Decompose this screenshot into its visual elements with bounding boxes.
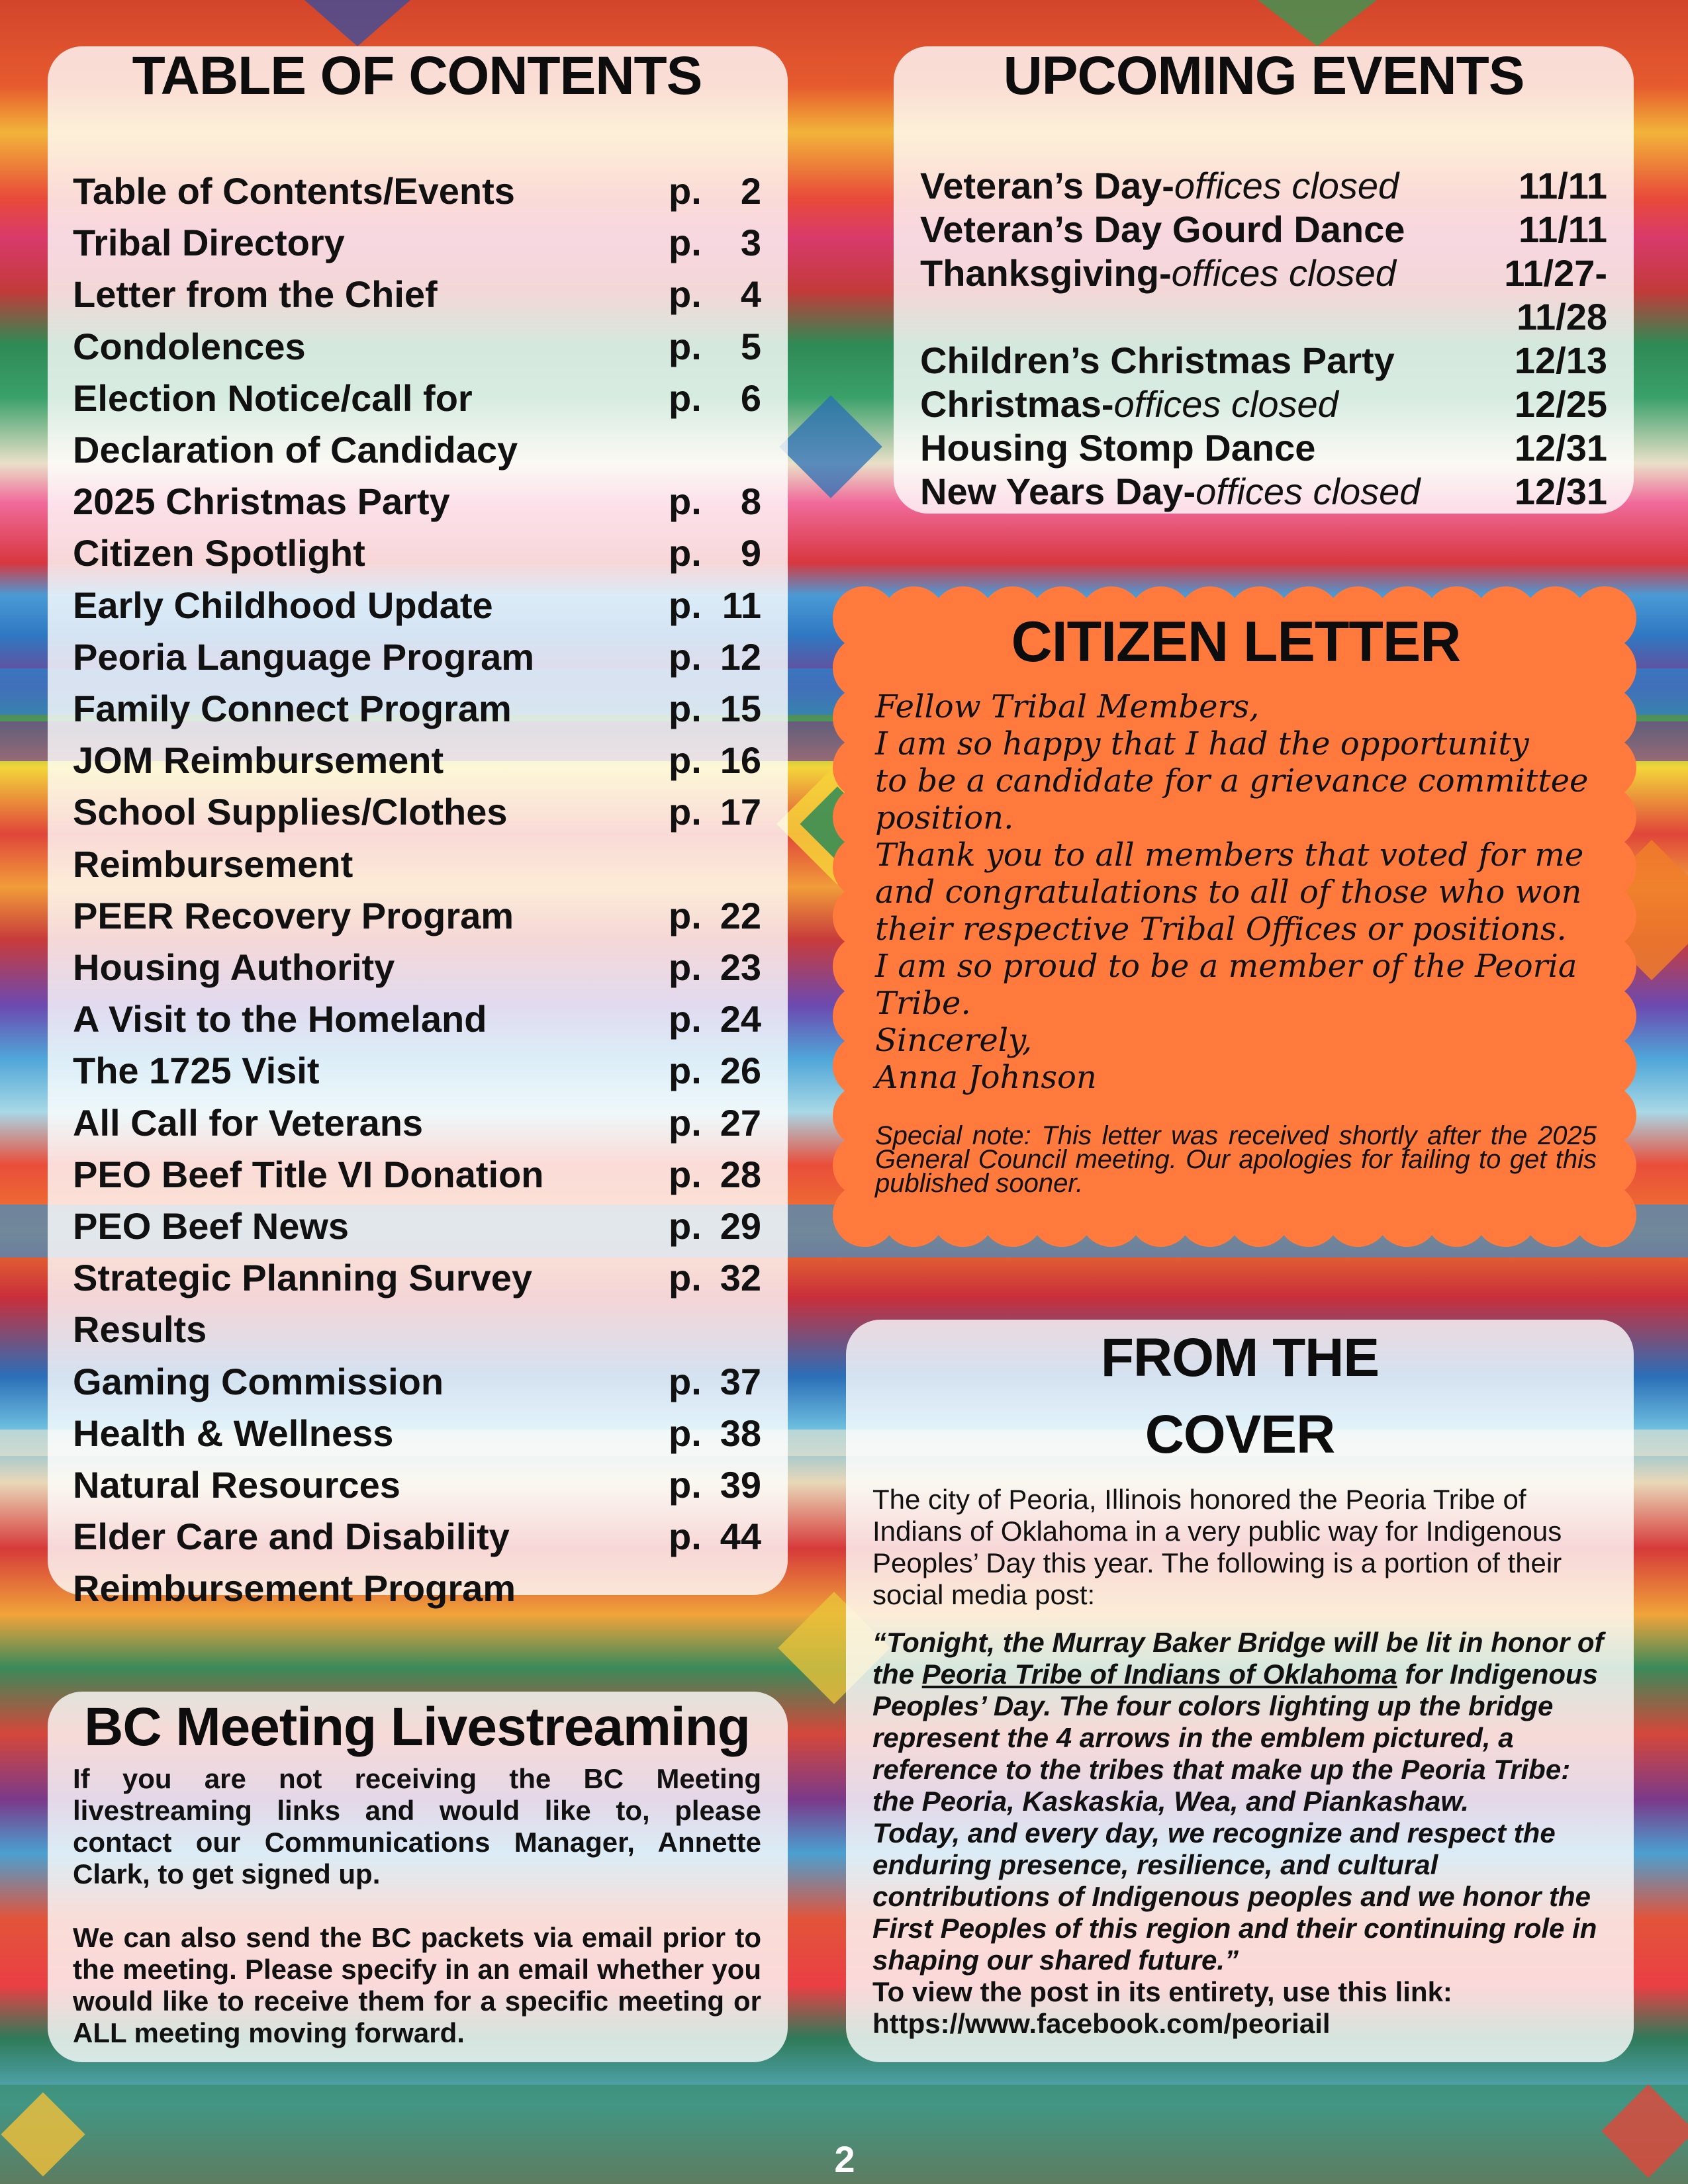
toc-page-number: 27: [720, 1101, 761, 1144]
toc-entry-title: PEER Recovery Program: [73, 894, 514, 936]
toc-page-number: 5: [740, 325, 761, 367]
toc-row: [73, 1563, 761, 1614]
toc-page-prefix: p.: [669, 1464, 702, 1506]
toc-page-prefix: p.: [669, 222, 702, 264]
quote-part-c: Today, and every day, we recognize and respect the enduring presence, resilience, and cultural contributions of Indigenous peoples and we honor the First Peoples of this region and their continuing role in shaping our shared future.”: [872, 1817, 1597, 1976]
toc-page-prefix: [669, 839, 708, 890]
toc-row: [73, 373, 761, 424]
letter-line: to be a candidate for a grievance committee: [875, 762, 1589, 799]
toc-page-prefix: p.: [669, 1101, 702, 1144]
toc-entry-title: Elder Care and Disability: [73, 1516, 510, 1558]
quote-part-b: for Indigenous Peoples’ Day. The four colors lighting up the bridge represent the 4 arrows in the emblem pictured, a reference to the tribes that make up the Peoria Tribe: the Peoria, Kaskaskia, Wea, and Piankashaw.: [872, 1659, 1599, 1817]
toc-entry-title: Early Childhood Update: [73, 584, 493, 626]
toc-row: [73, 476, 761, 527]
event-date: 11/27-: [1504, 252, 1607, 294]
toc-page-number: 16: [720, 739, 761, 782]
event-date: 12/31: [1514, 471, 1607, 512]
toc-page-prefix: p.: [669, 325, 702, 367]
toc-page-number: 11: [722, 584, 761, 626]
cover-quote: [872, 1627, 1607, 1976]
cover-intro: The city of Peoria, Illinois honored the Peoria Tribe of Indians of Oklahoma in a very public way for Indigenous Peoples’ Day this year. The following is a portion of their social media post:: [872, 1484, 1562, 1610]
toc-entry-title: Strategic Planning Survey: [73, 1257, 532, 1299]
toc-page-prefix: p.: [669, 739, 702, 782]
event-note: offices closed: [1113, 383, 1338, 425]
toc-page-number: 3: [740, 222, 761, 264]
toc-page-number: 23: [720, 946, 761, 989]
toc-page-prefix: p.: [669, 946, 702, 989]
event-date: 11/28: [1516, 296, 1607, 338]
toc-row: [73, 942, 761, 993]
toc-entry-title: Tribal Directory: [73, 222, 345, 264]
toc-page-number: 12: [720, 635, 761, 678]
toc-entry-title: The 1725 Visit: [73, 1050, 320, 1092]
toc-entry-title: Citizen Spotlight: [73, 532, 365, 574]
toc-entry-title: Natural Resources: [73, 1464, 400, 1506]
event-name: [920, 426, 1483, 470]
toc-row: [73, 890, 761, 942]
toc-row: [73, 1045, 761, 1097]
event-row: [920, 339, 1607, 383]
toc-entry-title: Reimbursement Program: [73, 1567, 516, 1610]
toc-page-prefix: p.: [669, 791, 702, 833]
cover-heading: [872, 1320, 1607, 1473]
toc-page-number: 44: [720, 1516, 761, 1558]
cover-heading-line2: COVER: [1145, 1404, 1335, 1465]
toc-page-number: [708, 839, 761, 890]
event-date: 11/11: [1519, 165, 1607, 206]
toc-entry-title: Letter from the Chief: [73, 273, 438, 316]
event-name: [920, 470, 1483, 514]
quote-part-a: “Tonight, the Murray Baker Bridge will be lit in honor of the: [872, 1627, 1604, 1690]
letter-line: their respective Tribal Offices or positions.: [875, 911, 1567, 948]
upcoming-events-panel: [894, 46, 1634, 514]
event-note: offices closed: [1174, 165, 1399, 206]
event-row: [920, 470, 1607, 514]
bc-paragraph-1: If you are not receiving the BC Meeting livestreaming links and would like to, please contact our Communications Manager, Annette Clark, to get signed up.: [73, 1763, 761, 1889]
toc-entry-title: School Supplies/Clothes: [73, 791, 508, 833]
letter-line: Fellow Tribal Members,: [875, 688, 1260, 725]
toc-page-number: [708, 1304, 761, 1355]
toc-entry-title: Election Notice/call for: [73, 377, 473, 419]
toc-page-number: 2: [740, 170, 761, 212]
event-row: [920, 426, 1607, 470]
event-title: Children’s Christmas Party: [920, 340, 1395, 381]
toc-entry-title: 2025 Christmas Party: [73, 480, 450, 523]
letter-body: [875, 688, 1597, 1096]
event-name: [920, 164, 1483, 208]
toc-row: [73, 1149, 761, 1201]
toc-row: [73, 1408, 761, 1459]
toc-entry-title: Health & Wellness: [73, 1412, 394, 1454]
toc-page-prefix: [669, 1304, 708, 1355]
event-title: New Years Day-: [920, 471, 1196, 512]
toc-row: [73, 580, 761, 631]
letter-line: Anna Johnson: [875, 1059, 1097, 1096]
toc-page-number: 15: [720, 688, 761, 730]
toc-entry-title: Table of Contents/Events: [73, 170, 515, 212]
event-title: Thanksgiving-: [920, 252, 1172, 294]
toc-page-number: 26: [720, 1050, 761, 1092]
toc-page-number: [708, 1563, 761, 1614]
toc-entry-title: PEO Beef Title VI Donation: [73, 1153, 544, 1195]
toc-page-number: 28: [720, 1153, 761, 1195]
event-title: Housing Stomp Dance: [920, 427, 1316, 469]
toc-row: [73, 1356, 761, 1408]
event-date: 12/13: [1514, 340, 1607, 381]
toc-page-prefix: p.: [669, 1050, 702, 1092]
toc-row: [73, 1252, 761, 1304]
toc-row: [73, 786, 761, 838]
from-the-cover-panel: [846, 1320, 1634, 2062]
event-row: [920, 164, 1607, 208]
event-row: [920, 383, 1607, 426]
toc-page-number: 32: [720, 1257, 761, 1299]
link-intro: To view the post in its entirety, use this link:: [872, 1976, 1452, 2007]
page-number: 2: [834, 2138, 855, 2180]
toc-entry-title: Condolences: [73, 325, 306, 367]
cover-heading-line1: FROM THE: [1100, 1328, 1380, 1388]
toc-page-prefix: p.: [669, 1205, 702, 1248]
toc-page-prefix: p.: [669, 1360, 702, 1402]
bc-meeting-panel: [48, 1692, 788, 2062]
event-name: [920, 383, 1483, 426]
event-name: [920, 251, 1483, 295]
toc-row: [73, 269, 761, 320]
toc-entry-title: PEO Beef News: [73, 1205, 350, 1248]
toc-row: [73, 527, 761, 579]
toc-row: [73, 839, 761, 890]
letter-heading: CITIZEN LETTER: [1011, 610, 1461, 674]
toc-entry-title: Housing Authority: [73, 946, 395, 989]
toc-page-prefix: p.: [669, 1412, 702, 1454]
toc-page-prefix: p.: [669, 170, 702, 212]
toc-page-prefix: p.: [669, 377, 702, 419]
toc-page-number: [708, 424, 761, 476]
citizen-letter-panel: [833, 586, 1636, 1247]
facebook-link[interactable]: https://www.facebook.com/peoriail: [872, 2008, 1331, 2039]
events-list: [920, 164, 1607, 514]
event-name: [920, 208, 1483, 251]
toc-page-prefix: p.: [669, 1153, 702, 1195]
toc-row: [73, 217, 761, 269]
toc-page-number: 24: [720, 998, 761, 1040]
toc-page-number: 39: [720, 1464, 761, 1506]
toc-entry-title: JOM Reimbursement: [73, 739, 444, 782]
event-title: Veteran’s Day Gourd Dance: [920, 208, 1405, 250]
toc-page-prefix: [669, 424, 708, 476]
toc-page-number: 22: [720, 894, 761, 936]
letter-line: position.: [875, 799, 1014, 837]
toc-row: [73, 1459, 761, 1511]
toc-row: [73, 1097, 761, 1149]
event-row: [920, 251, 1607, 295]
toc-page-number: 38: [720, 1412, 761, 1454]
event-date: 12/31: [1514, 427, 1607, 469]
toc-entry-title: Peoria Language Program: [73, 635, 535, 678]
letter-line: Tribe.: [875, 985, 971, 1022]
toc-page-prefix: p.: [669, 1516, 702, 1558]
toc-entry-title: All Call for Veterans: [73, 1101, 424, 1144]
toc-heading: TABLE OF CONTENTS: [132, 46, 702, 106]
toc-row: [73, 424, 761, 476]
toc-row: [73, 165, 761, 217]
tribe-link[interactable]: Peoria Tribe of Indians of Oklahoma: [921, 1659, 1397, 1690]
event-note: offices closed: [1171, 252, 1396, 294]
event-name: [920, 339, 1483, 383]
toc-row: [73, 1511, 761, 1563]
event-title: Christmas-: [920, 383, 1114, 425]
toc-page-prefix: p.: [669, 480, 702, 523]
toc-row: [73, 321, 761, 373]
event-date: 12/25: [1514, 383, 1607, 425]
toc-page-prefix: p.: [669, 273, 702, 316]
toc-entry-title: Gaming Commission: [73, 1360, 444, 1402]
toc-row: [73, 683, 761, 735]
table-of-contents-panel: [48, 46, 788, 1610]
toc-page-prefix: p.: [669, 688, 702, 730]
event-title: Veteran’s Day-: [920, 165, 1174, 206]
letter-line: I am so happy that I had the opportunity: [875, 725, 1529, 762]
toc-page-number: 29: [720, 1205, 761, 1248]
event-date: 11/11: [1519, 208, 1607, 250]
toc-entry-title: Declaration of Candidacy: [73, 429, 518, 471]
bc-paragraph-2: We can also send the BC packets via email prior to the meeting. Please specify in an email whether you would like to receive them for a specific meeting or ALL meeting moving forward.: [73, 1922, 761, 2048]
toc-page-prefix: p.: [669, 998, 702, 1040]
toc-entry-title: A Visit to the Homeland: [73, 998, 487, 1040]
toc-page-prefix: [669, 1563, 708, 1614]
toc-entry-title: Family Connect Program: [73, 688, 512, 730]
event-row: [920, 208, 1607, 251]
event-name: [920, 295, 1483, 339]
letter-line: and congratulations to all of those who won: [875, 874, 1582, 911]
toc-list: [73, 165, 761, 1615]
toc-page-prefix: p.: [669, 894, 702, 936]
toc-page-number: 6: [740, 377, 761, 419]
toc-page-number: 9: [740, 532, 761, 574]
toc-page-prefix: p.: [669, 584, 702, 626]
toc-entry-title: Reimbursement: [73, 842, 353, 885]
letter-line: Thank you to all members that voted for me: [875, 837, 1584, 874]
letter-special-note: Special note: This letter was received shortly after the 2025 General Council meeting. Our apologies for failing to get this published sooner.: [875, 1121, 1597, 1198]
event-row: [920, 295, 1607, 339]
toc-row: [73, 993, 761, 1045]
toc-page-number: 8: [740, 480, 761, 523]
toc-page-prefix: p.: [669, 635, 702, 678]
toc-page-number: 37: [720, 1360, 761, 1402]
toc-entry-title: Results: [73, 1308, 207, 1351]
toc-page-prefix: p.: [669, 532, 702, 574]
toc-row: [73, 1201, 761, 1252]
toc-row: [73, 631, 761, 683]
toc-page-number: 4: [740, 273, 761, 316]
toc-row: [73, 735, 761, 786]
toc-row: [73, 1304, 761, 1355]
toc-page-prefix: p.: [669, 1257, 702, 1299]
letter-line: I am so proud to be a member of the Peoria: [875, 948, 1577, 985]
bc-heading: BC Meeting Livestreaming: [84, 1697, 750, 1757]
letter-line: Sincerely,: [875, 1022, 1033, 1059]
toc-page-number: 17: [720, 791, 761, 833]
events-heading: UPCOMING EVENTS: [1003, 46, 1524, 106]
event-note: offices closed: [1196, 471, 1421, 512]
